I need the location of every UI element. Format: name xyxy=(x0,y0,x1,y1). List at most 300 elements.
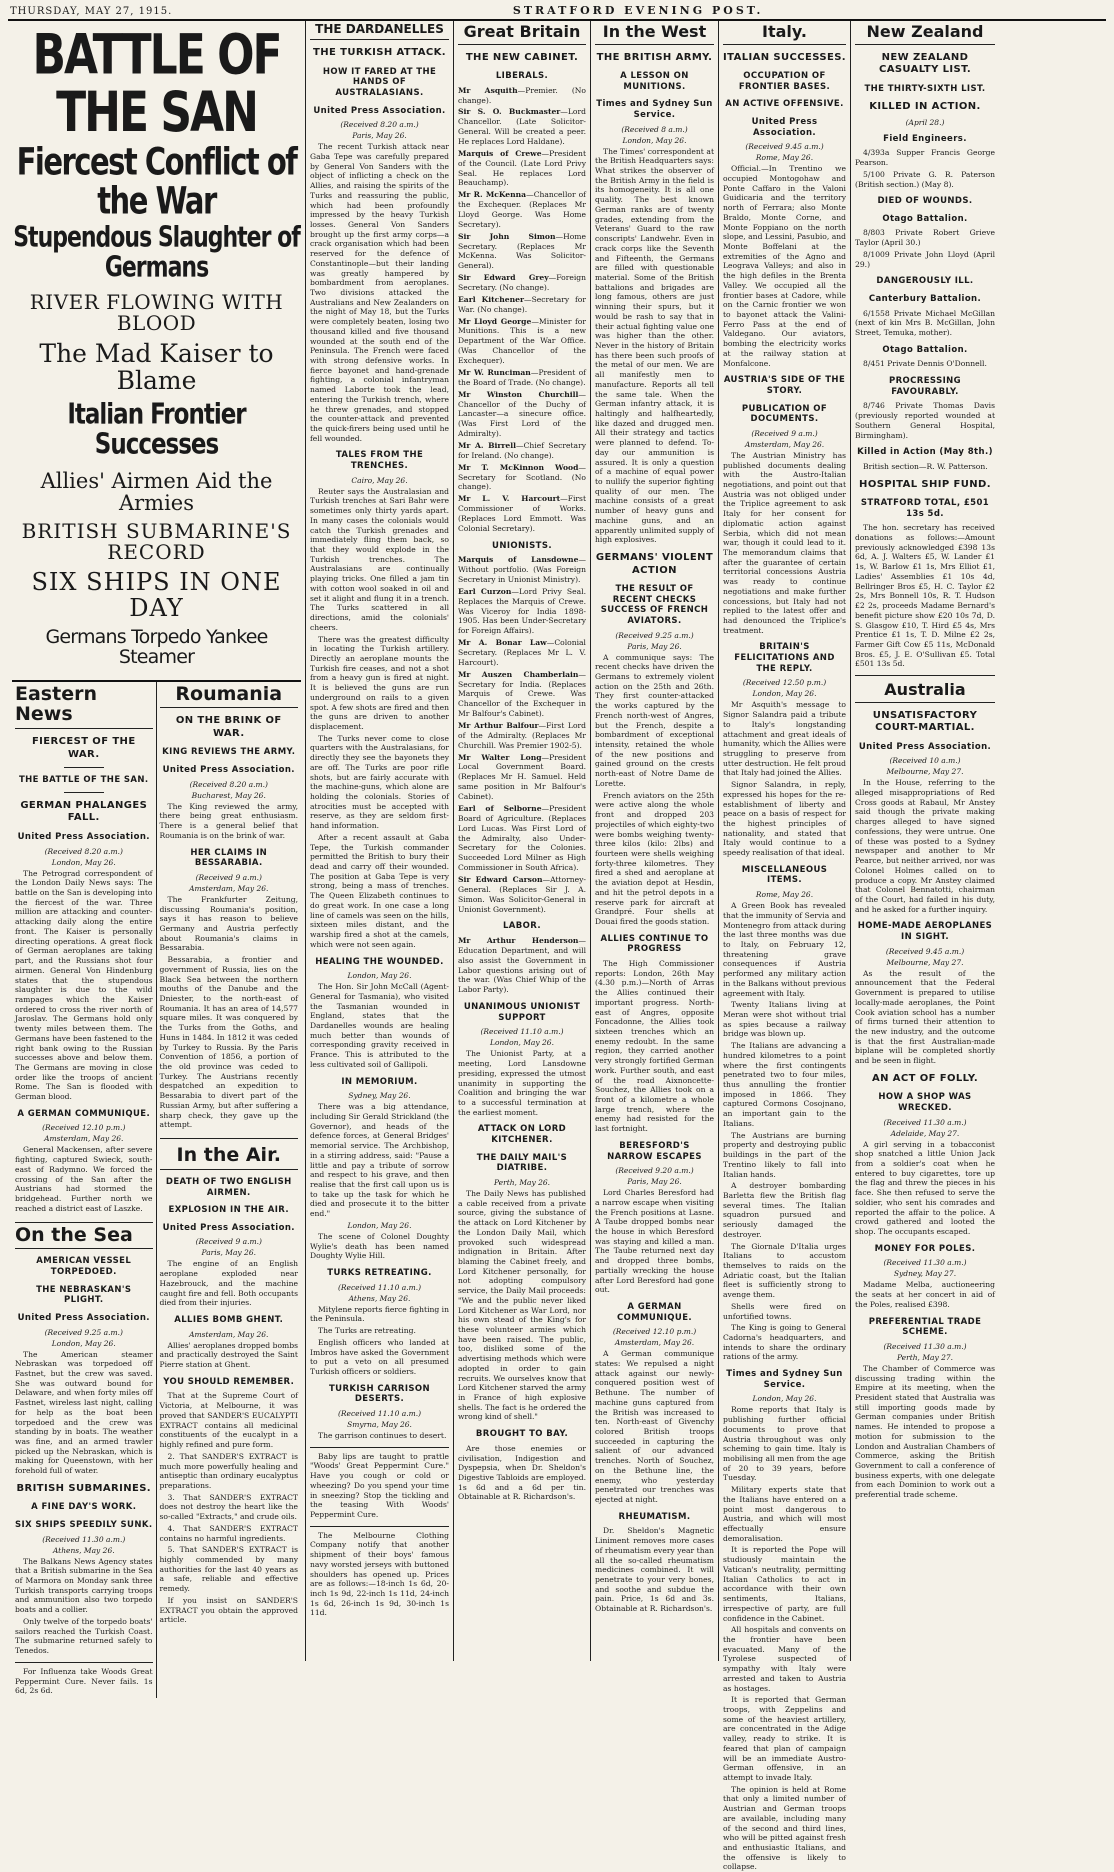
article-paragraph: English officers who landed at Imbros have asked the Government to put a veto on all presumed Turkish officers or soldiers. xyxy=(310,1337,449,1376)
subhead: GERMAN PHALANGES FALL. xyxy=(20,799,148,824)
casualty-entry: 8/1009 Private John Lloyd (April 29.) xyxy=(855,249,995,269)
minister-office: —Colonial Secretary. (Replaces Mr L. V. Harcourt). xyxy=(458,638,586,667)
minister-office: —Premier. (No change). xyxy=(458,85,586,105)
advertisement: If you insist on SANDER'S EXTRACT you obtain the approved article. xyxy=(159,1595,298,1625)
minister-name: Mr Winston Churchill xyxy=(458,389,579,399)
minister-name: Mr Auszen Chamberlain xyxy=(458,669,579,679)
article-paragraph: The Chamber of Commerce was discussing trading within the Empire at its meeting, when the President stated that Australia was still importing goods made by German companies under British names. He intended to propose a motion for submission to the London and Australian Chambers of Commerce, asking the British Government to call a conference of business experts, with one delegate from each Dominion to work out a preferential trade scheme. xyxy=(855,1363,995,1500)
subhead: THE BRITISH ARMY. xyxy=(596,51,713,63)
minister-entry xyxy=(458,587,586,636)
subhead: MONEY FOR POLES. xyxy=(874,1243,976,1254)
received-time: (Received 8 a.m.) xyxy=(621,124,688,134)
subhead: KING REVIEWS THE ARMY. xyxy=(162,747,296,758)
agency: United Press Association. xyxy=(17,831,150,842)
minister-entry xyxy=(458,463,586,493)
advertisement: For Influenza take Woods Great Peppermint Cure. Never fails. 1s 6d, 2s 6d. xyxy=(15,1662,153,1696)
minister-entry xyxy=(458,721,586,751)
received-time: (Received 9 a.m.) xyxy=(751,428,818,438)
dateline: Bucharest, May 26. xyxy=(191,790,266,800)
subhead: LABOR. xyxy=(502,921,542,932)
subhead: DANGEROUSLY ILL. xyxy=(876,276,974,287)
section-title-air: In the Air. xyxy=(160,1138,299,1170)
minister-name: Mr L. V. Harcourt xyxy=(458,494,561,504)
dateline: London, May 26. xyxy=(347,971,412,981)
front-column xyxy=(8,21,306,1696)
minister-office: —First Lord of the Admiralty. (Replaces Mr Churchill. Was Premier 1902-5). xyxy=(458,721,587,750)
minister-name: Mr Lloyd George xyxy=(458,316,532,326)
article-paragraph: French aviators on the 25th were active along the whole front and dropped 203 projectiles of which eighty-two were bombs weighing twenty-three kilos (kilo: 2lbs) and fourteen were shells weighing forty-three kilometres. They fired a shed and aeroplane at the aviation depot at Hesdin, and hit the petrol depots in a reserve park for aircraft at Grandpré. Four shells at Douai fired the goods station. xyxy=(595,790,714,926)
article-paragraph: There was the greatest difficulty in locating the Turkish artillery. Directly an aeroplane mounts the Turkish fire ceases, and not a shot from a heavy gun is fired at night. It is believed the guns are run underground on rails to a given spot. A few shots are fired and then the guns are driven to another displacement. xyxy=(310,634,449,731)
dateline: London, May 26. xyxy=(51,1338,116,1348)
article-paragraph: Rome reports that Italy is publishing further official documents to prove that Austria throughout was only scheming to gain time. Italy is mobilising all men from the age of 20 to 39 years, before Tuesday. xyxy=(723,1405,846,1483)
advertisement: That at the Supreme Court of Victoria, at Melbourne, it was proved that SANDER'S EUCALYPTI EXTRACT contains all medicinal constituents of the eucalypt in a highly refined and pure form. xyxy=(159,1391,298,1450)
minister-office: —Education Department, and will also assist the Government in Labor questions arising out of the war. (Was Chief Whip of the Labor Party). xyxy=(458,936,586,995)
subhead: Otago Battalion. xyxy=(882,344,968,355)
article-paragraph: A destroyer bombarding Barletta flew the British flag several times. The Italian squadron pursued and seriously damaged the destroyer. xyxy=(723,1181,846,1239)
subhead: THE DAILY MAIL'S DIATRIBE. xyxy=(476,1152,568,1174)
subhead: UNSATISFACTORY COURT-MARTIAL. xyxy=(872,709,978,734)
nz-australia-column xyxy=(851,21,999,1661)
subhead: HOSPITAL SHIP FUND. xyxy=(859,478,991,490)
subhead: EXPLOSION IN THE AIR. xyxy=(168,1205,289,1216)
subhead: BRITISH SUBMARINES. xyxy=(16,1482,151,1494)
received-time: (Received 9.20 a.m.) xyxy=(615,1166,694,1176)
article-paragraph: The King reviewed the army, there being great enthusiasm. There is a general belief that Roumania is on the brink of war. xyxy=(159,801,298,840)
minister-office: —Chancellor of the Exchequer. (Replaces Mr Lloyd George. Was Home Secretary). xyxy=(458,190,586,229)
dateline: London, May 26. xyxy=(51,857,116,867)
advertisement: 5. That SANDER'S EXTRACT is highly commended by many authorities for the last 40 years as a safe, reliable and effective remedy. xyxy=(159,1545,298,1594)
article-paragraph: As the result of the announcement that the Federal Government is prepared to utilise locally-made aeroplanes, the Point Cook aviation school has a number of firms turned their attention to the new industry, and the outcome is that the first Australian-made biplane will be completed shortly and be seen in flight. xyxy=(855,968,995,1066)
article-paragraph: General Mackensen, after severe fighting, captured Swieck, south-east of Radymno. We forced the crossing of the San after the Austrians had stormed the bridgehead. Further north we reached a district east of Laszke. xyxy=(15,1145,153,1213)
headline-1: BATTLE OF THE SAN xyxy=(32,23,281,146)
minister-office: —Attorney-General. (Replaces Sir J. A. Simon. Was Solicitor-General in Unionist Government). xyxy=(458,874,586,914)
subhead: THE THIRTY-SIXTH LIST. xyxy=(864,83,986,94)
subhead: ALLIES CONTINUE TO PROGRESS xyxy=(600,933,709,955)
article-paragraph: The Unionist Party, at a meeting, Lord Lansdowne presiding, expressed the utmost unanimity in supporting the Coalition and bringing the war to a successful termination at the earliest moment. xyxy=(458,1049,586,1117)
subhead: DIED OF WOUNDS. xyxy=(877,196,973,207)
advertisement: Are those enemies or civilisation, Indigestion and Dyspepsia, when Dr. Sheldon's Digestive Tabloids are employed. 1s 6d and a 6d per tin. Obtainable at R. Richardson's. xyxy=(458,1443,586,1502)
article-paragraph: Mr Asquith's message to Signor Salandra paid a tribute to Italy's longstanding attachment and great ideals of humanity, which the Allies were struggling to preserve from utter destruction. He felt proud that Italy had joined the Allies. xyxy=(723,700,846,778)
subhead: GERMANS' VIOLENT ACTION xyxy=(595,552,714,576)
article-paragraph: A German communique states: We repulsed a night attack against our newly-conquered position west of Bethune. The number of machine guns captured from the British was increased to ten. North-east of Givenchy colored British troops succeeded in capturing the salient of our advanced trenches. North of Souchez, on the Bethune line, the enemy, who yesterday penetrated our trenches was ejected at night. xyxy=(595,1349,714,1505)
section-title-britain: Great Britain xyxy=(458,21,586,45)
article-paragraph: The Turks never come to close quarters with the Australasians, for directly they see the bayonets they are off. The Turks are poor rifle shots, but are fairly accurate with the machine-guns, which alone are holding the colonials. Stories of atrocities must be accepted with reserve, as they are seldom first-hand information. xyxy=(310,733,449,831)
dateline: Adelaide, May 27. xyxy=(890,1128,960,1138)
article-paragraph: A Green Book has revealed that the immunity of Servia and Montenegro from attack during the last three months was due to Italy, on February 12, threatening grave consequences if Austria performed any military action in the Balkans without previous agreement with Italy. xyxy=(723,901,846,998)
article-paragraph: The recent Turkish attack near Gaba Tepe was carefully prepared by General Von Sanders with the object of inflicting a check on the Allies, and raising the spirits of the Turks and reassuring the public, which had been profoundly impressed by the heavy Turkish losses. General Von Sanders brought up the first army corps—a crack organisation which had been reserved for the defence of Constantinople—but their landing was greatly hampered by bombardment from aeroplanes. Two divisions attacked the Australians and New Zealanders on the night of May 18, but the Turks were completely beaten, losing two thousand killed and five thousand wounded at the south end of the Peninsula. The French were faced with strong defensive works. In fierce bayonet and hand-grenade fighting, a colonial infantryman named Laborte took the lead, entering the Turkish trench, where he threw grenades, and stopped the counter-attack and prevented the quick-firers being used until he fell wounded. xyxy=(310,142,449,443)
subhead: ALLIES BOMB GHENT. xyxy=(174,1315,284,1326)
subhead: AUSTRIA'S SIDE OF THE STORY. xyxy=(723,375,846,396)
article-paragraph: A communique says: The recent checks have driven the Germans to extremely violent action on the 25th and 26th. They first counter-attacked the works captured by the French north-west of Angres, but the French, despite a bombardment of exceptional intensity, retained the whole of the new positions and gained ground on the crests north-east of Notre Dame de Lorette. xyxy=(595,652,714,788)
minister-entry xyxy=(458,804,586,873)
eastern-sea-column xyxy=(12,682,157,1698)
west-column xyxy=(591,21,719,1661)
subhead: KILLED IN ACTION. xyxy=(869,101,981,113)
article-paragraph: Reuter says the Australasian and Turkish trenches at Sari Bahr were sometimes only thirty yards apart. In many cases the colonials would catch the Turkish grenades and immediately fling them back, so that they would explode in the Turkish trenches. The Australasians are continually playing tricks. One filled a jam tin with cotton wool soaked in oil and set it alight and flung it in a trench. The Turks scattered in all directions, amid the colonials' cheers. xyxy=(310,486,449,632)
minister-entry xyxy=(458,936,586,995)
article-paragraph: The Balkans News Agency states that a British submarine in the Sea of Marmora on Monday sank three Turkish transports carrying troops and ammunition also two torpedo boats and a collier. xyxy=(15,1556,153,1615)
dateline: Paris, May 26. xyxy=(352,131,407,141)
dateline: Melbourne, May 27. xyxy=(886,767,964,777)
section-title-roumania: Roumania xyxy=(160,682,299,709)
minister-office: —Secretary for Scotland. (No change). xyxy=(458,462,586,492)
dateline: Athens, May 26. xyxy=(52,1545,115,1555)
received-time: (Received 8.20 a.m.) xyxy=(340,120,419,130)
article-paragraph: The High Commissioner reports: London, 26th May (4.30 p.m.)—North of Arras the Allies continued their important progress. North-east of Angres, opposite Foncadonne, the Allies took sixteen trenches which an enemy redoubt. In the same region, they carried another very strongly fortified German work. Further south, and east of the road Aixnoncette-Souchez, the Allies took on a front of a kilometre a whole large trench, where the enemy had resisted for the last fortnight. xyxy=(595,958,714,1134)
agency: United Press Association. xyxy=(751,116,818,138)
subhead: Killed in Action (May 8th.) xyxy=(857,447,993,458)
subhead: OCCUPATION OF FRONTIER BASES. xyxy=(738,71,831,92)
minister-office: —First Commissioner of Works. (Replaces Lord Emmott. Was Colonial Secretary). xyxy=(458,494,586,533)
dateline: Sydney, May 26. xyxy=(348,1091,411,1101)
article-paragraph: The Austrian Ministry has published documents dealing with the Austro-Italian negotiations, and point out that Austria was not obliged under the Triplice agreement to ask Italy for her consent for diplomatic action against Serbia, which did not mean war, though it could lead to it. The memorandum claims that after the guarantee of certain territorial concessions Austria was ready to continue negotiations and make further concessions, but Italy had not replied to the latest offer and had denounced the Triplice's treatment. xyxy=(723,450,846,635)
subhead: Canterbury Battalion. xyxy=(868,293,982,304)
minister-name: Sir John Simon xyxy=(458,231,556,241)
minister-name: Mr T. McKinnon Wood xyxy=(458,462,579,472)
minister-entry xyxy=(458,273,586,293)
article-paragraph: The Daily News has published a cable received from a private source, giving the substance of the attack on Lord Kitchener by the London Daily Mail, which provoked such widespread indignation in Britain. After blaming the Cabinet freely, and Lord Kitchener personally, for not adopting compulsory service, the Daily Mail proceeds: "We and the public never liked Lord Kitchener as War Lord, nor his own stead of the King's for these volunteer armies which have been raised. The public, too, disliked some of the advertising methods which were adopted in order to gain recruits. We ourselves know that Lord Kitchener starved the army in France of high explosive shells. The fact is he ordered the wrong kind of shell." xyxy=(458,1188,586,1422)
subhead: RHEUMATISM. xyxy=(618,1511,691,1522)
section-title-australia: Australia xyxy=(855,675,995,703)
article-paragraph: A girl serving in a tobacconist shop snatched a little Union Jack from a soldier's coat when he entered to buy cigarettes, tore up the flag and threw the pieces in his face. She then refused to serve the soldier, who sent his comrades and reported the affair to the police. A crowd gathered and looted the shop. The occupants escaped. xyxy=(855,1139,995,1237)
subhead: TALES FROM THE TRENCHES. xyxy=(335,450,424,472)
casualty-entry: 8/451 Private Dennis O'Donnell. xyxy=(863,359,987,369)
dateline: Rome, May 26. xyxy=(755,153,814,163)
received-time: (Received 9.45 a.m.) xyxy=(885,946,965,956)
article-paragraph: Allies' aeroplanes dropped bombs and practically destroyed the Saint Pierre station at Ghent. xyxy=(159,1340,298,1370)
headline-stack xyxy=(12,21,301,682)
minister-office: —Chief Secretary for Ireland. (No change). xyxy=(458,440,586,460)
article-paragraph: The King is going to General Cadorna's headquarters, and intends to share the ordinary rations of the army. xyxy=(723,1323,846,1362)
article-paragraph: The Giornale D'Italia urges Italians to accustom themselves to raids on the Adriatic coast, but the Italian fleet is sufficiently strong to avenge them. xyxy=(723,1241,846,1300)
dateline: Smyrna, May 26. xyxy=(347,1419,412,1429)
subhead: Field Engineers. xyxy=(883,133,967,144)
headline-4: RIVER FLOWING WITH BLOOD xyxy=(29,290,284,336)
received-time: (Received 8.20 a.m.) xyxy=(189,779,268,789)
received-time: (Received 9 a.m.) xyxy=(195,872,262,882)
subhead: Otago Battalion. xyxy=(882,213,968,224)
subhead: STRATFORD TOTAL, £501 13s 5d. xyxy=(860,498,990,519)
received-time: (Received 11.30 a.m.) xyxy=(883,1258,967,1268)
minister-entry xyxy=(458,317,586,366)
dateline: Cairo, May 26. xyxy=(351,475,408,485)
article-paragraph: In the House, referring to the alleged misappropriations of Red Cross goods at Rabaul, Mr Anstey said though the private making charges alleged to have signed confessions, they were untrue. One of these was posted to a Sydney newspaper and another to Mr Pearce, but neither arrived, nor was Colonel Holmes called on to produce a copy. Mr Anstey claimed that Colonel Bennatotti, chairman of the Court, had failed in his duty, and he asked for a further inquiry. xyxy=(855,778,995,914)
dateline: London, May 26. xyxy=(622,135,687,145)
subhead: PROCRESSING FAVOURABLY. xyxy=(888,376,962,397)
section-title-dardanelles: THE DARDANELLES xyxy=(310,21,449,40)
minister-name: Marquis of Crewe xyxy=(458,148,542,158)
received-time: (Received 11.30 a.m.) xyxy=(883,1341,967,1351)
article-paragraph: Mitylene reports fierce fighting in the Peninsula. xyxy=(310,1304,449,1324)
minister-name: Mr Arthur Henderson xyxy=(458,936,579,945)
minister-office: —Home Secretary. (Replaces Mr McKenna. Was Solicitor-General). xyxy=(458,231,586,271)
minister-name: Marquis of Lansdowne xyxy=(458,555,579,565)
italy-column xyxy=(719,21,851,1872)
article-paragraph: The opinion is held at Rome that only a limited number of Austrian and German troops are available, including many of the second and third lines, who will be pitted against fresh and enthusiastic Italians, and the offensive is likely to collapse. xyxy=(723,1784,846,1872)
headline-3: Stupendous Slaughter of Germans xyxy=(13,222,300,285)
subhead: THE NEW CABINET. xyxy=(465,51,579,63)
minister-entry xyxy=(458,190,586,229)
dateline: London, May 26. xyxy=(490,1038,554,1048)
subhead: THE RESULT OF RECENT CHECKS SUCCESS OF FRENCH AVIATORS. xyxy=(600,584,709,626)
subhead: BRITAIN'S FELICITATIONS AND THE REPLY. xyxy=(734,642,835,674)
subhead: MISCELLANEOUS ITEMS. xyxy=(741,864,828,886)
dateline: Amsterdam, May 26. xyxy=(744,439,825,449)
agency: Times and Sydney Sun Service. xyxy=(726,1369,843,1390)
dateline: Paris, May 26. xyxy=(627,641,682,651)
received-time: (Received 12.10 p.m.) xyxy=(612,1327,697,1337)
article-paragraph: The Times' correspondent at the British Headquarters says: What strikes the observer of the British Army in the field is its homogeneity. It is all one quality. The best known German ranks are of twenty grades, extending from the Veterans' Guard to the raw conscripts' Landwehr. Even in crack corps like the Seventh and Fifteenth, the Germans are filled with questionable material. Some of the British battalions and brigades are long famous, others are just winning their spurs, but it would be rash to say that in their actual fighting value one was higher than the other. Never in the history of Britain has there been such proofs of the metal of our men. We are all manifestly men to manufacture. Reports all tell the same tale. When the German infantry attack, it is haltingly and halfheartedly, like dazed and drugged men. All their strategy and tactics were planned to defend. To-day our ammunition is assured. It is only a question of a machine of equal power to nullify the superior fighting quality of our men. The machine consists of a great number of heavy guns and machine guns, and an apparently unlimited supply of high explosives. xyxy=(595,146,714,545)
dateline: Perth, May 26. xyxy=(493,1177,551,1187)
article-paragraph: The Hon. Sir John McCall (Agent-General for Tasmania), who visited the Tasmanian wounded in England, states that the Dardanelles wounds are healing much better than wounds of corresponding gravity received in France. This is attributed to the less cultivated soil of Gallipoli. xyxy=(310,982,449,1069)
minister-entry xyxy=(458,494,586,533)
subhead: THE TURKISH ATTACK. xyxy=(313,47,446,59)
minister-name: Mr Asquith xyxy=(458,85,518,95)
minister-name: Sir S. O. Buckmaster xyxy=(458,107,561,117)
subhead: A LESSON ON MUNITIONS. xyxy=(620,71,689,92)
article-paragraph: Lord Charles Beresford had a narrow escape when visiting the French positions at Lasne. A Taube dropped bombs near the house in which Beresford was staying and killed a man. The Taube returned next day and dropped three bombs, partially wrecking the house after Lord Beresford had gone out. xyxy=(595,1188,714,1295)
section-title-nz: New Zealand xyxy=(855,21,995,45)
dateline: Amsterdam, May 26. xyxy=(44,1134,124,1144)
labor-ministers-list xyxy=(458,936,586,995)
subhead: BERESFORD'S NARROW ESCAPES xyxy=(607,1140,702,1162)
divider xyxy=(64,792,104,793)
received-time: (Received 11.10 a.m.) xyxy=(480,1027,564,1037)
divider xyxy=(64,767,104,768)
subhead: BROUGHT TO BAY. xyxy=(475,1429,569,1440)
article-paragraph: The Frankfurter Zeitung, discussing Roumania's position, says it has reason to believe Germany and Austria perfectly about Roumania's claims in Bessarabia. xyxy=(159,894,298,953)
received-time: (Received 11.10 a.m.) xyxy=(337,1408,422,1418)
headline-2: Fiercest Conflict of the War xyxy=(16,139,297,224)
advertisement: Dr. Sheldon's Magnetic Liniment removes more cases of rheumatism every year than all the so-called rheumatism medicines combined. It will penetrate to your very bones, and soothe and subdue the pain. Price, 1s 6d and 3s. Obtainable at R. Richardson's. xyxy=(595,1526,714,1614)
article-paragraph: The Austrians are burning property and destroying public buildings in the part of the Trentino likely to fall into Italian hands. xyxy=(723,1130,846,1179)
minister-entry xyxy=(458,753,586,802)
dateline: Paris, May 26. xyxy=(201,1248,256,1258)
minister-office: —President of the Council. (Late Lord Privy Seal. He replaces Lord Beauchamp). xyxy=(458,148,586,188)
headline-5: The Mad Kaiser to Blame xyxy=(39,339,274,395)
headline-9: SIX SHIPS IN ONE DAY xyxy=(31,568,282,622)
subhead: SIX SHIPS SPEEDILY SUNK. xyxy=(15,1519,153,1530)
casualty-entry: 6/1558 Private Michael McGillan (next of kin Mrs B. McGillan, John Street, Temuka, mother). xyxy=(855,308,995,338)
minister-entry xyxy=(458,670,586,719)
dateline: Amsterdam, May 26. xyxy=(189,883,269,893)
advertisement: The Melbourne Clothing Company notify that another shipment of their boys' famous navy worsted jerseys with buttoned shoulders has opened up. Prices are as follows:—18-inch 1s 6d, 20-inch 1s 9d, 22-inch 1s 11d, 24-inch 1s 6d, 26-inch 1s 9d, 30-inch 1s 11d. xyxy=(310,1526,449,1618)
received-time: (Received 9.25 a.m.) xyxy=(615,630,694,640)
minister-office: —President Board of Agriculture. (Replaces Lord Lucas. Was First Lord of the Admiralty, also Under-Secretary for the Colonies. Succeeded Lord Milner as High Commissioner in South Africa). xyxy=(458,803,586,873)
advertisement: 4. That SANDER'S EXTRACT contains no harmful ingredients. xyxy=(159,1523,298,1543)
subhead: TURKISH CARRISON DESERTS. xyxy=(328,1383,431,1405)
minister-name: Sir Edward Carson xyxy=(458,874,543,884)
minister-name: Mr R. McKenna xyxy=(458,190,527,200)
roumania-air-column xyxy=(157,682,302,1698)
minister-entry xyxy=(458,368,586,388)
minister-name: Earl of Selborne xyxy=(458,803,542,813)
advertisement: 3. That SANDER'S EXTRACT does not destroy the heart like the so-called "Extracts," and crude oils. xyxy=(159,1492,298,1522)
great-britain-column xyxy=(454,21,591,1661)
received-time: (Received 12.50 p.m.) xyxy=(742,678,827,688)
dateline: Athens, May 26. xyxy=(348,1293,411,1303)
article-paragraph: There was a big attendance, including Sir Gerald Strickland (the Governor), and heads of the defence forces, at General Bridges' memorial service. The Archbishop, in a stirring address, said: "Pause a little and pay a tribute of sorrow and respect to his grave, and then realise that the first call upon us is to take up the task for which he died and prosecute it to the bitter end." xyxy=(310,1102,449,1219)
page-columns xyxy=(8,21,1106,1872)
subhead: PUBLICATION OF DOCUMENTS. xyxy=(741,403,828,425)
subhead: HOW A SHOP WAS WRECKED. xyxy=(878,1092,972,1113)
article-paragraph: The garrison continues to desert. xyxy=(318,1430,447,1440)
dateline: Melbourne, May 27. xyxy=(886,957,964,967)
subhead: TURKS RETREATING. xyxy=(327,1268,432,1278)
minister-entry xyxy=(458,875,586,914)
subhead: NEW ZEALAND CASUALTY LIST. xyxy=(878,51,972,76)
subhead: HOME-MADE AEROPLANES IN SIGHT. xyxy=(857,921,993,942)
minister-name: Mr A. Birrell xyxy=(458,440,517,450)
minister-name: Mr A. Bonar Law xyxy=(458,638,547,648)
article-paragraph: Shells were fired on unfortified towns. xyxy=(723,1301,846,1321)
headline-8: BRITISH SUBMARINE'S RECORD xyxy=(21,519,292,565)
minister-name: Mr Walter Long xyxy=(458,752,542,762)
subhead: A FINE DAY'S WORK. xyxy=(31,1502,137,1513)
minister-name: Earl Curzon xyxy=(458,586,512,596)
article-paragraph: Official.—In Trentino we occupied Montogohaw and Ponte Caffaro in the Valoni Guidicaria and the territory north of Ferrara; also Monte Braldo, Monte Corne, and Monte Foppiano on the north slope, and Lessini, Pasubio, and Monte Boffelani at the extremities of the Agno and Leograva Valleys; and also in the high defiles in the Brenta Valley. We occupied all the frontier bases at Cadore, while on the Carnic frontier we won to bayonet attack the Valini-Ferro Pass at the end of Valdegano. Our aviators, bombing the electricity works at the railway station at Monfalcone. xyxy=(723,164,846,368)
minister-office: —Lord Privy Seal. Replaces the Marquis of Crewe. Was Viceroy for India 1898-1905. Has been Under-Secretary for Foreign Affairs). xyxy=(458,586,587,636)
minister-office: —Lord Chancellor. (Late Solicitor-General. Will be created a peer. He replaces Lord Haldane). xyxy=(458,107,586,147)
subhead: LIBERALS. xyxy=(495,71,549,82)
subhead: HEALING THE WOUNDED. xyxy=(315,956,444,967)
front-subcolumns xyxy=(12,682,301,1698)
casualty-entry: 8/746 Private Thomas Davis (previously reported wounded at Southern General Hospital, Birmingham). xyxy=(855,401,995,440)
minister-name: Sir Edward Grey xyxy=(458,273,549,283)
article-paragraph: The hon. secretary has received donations as follows:—Amount previously acknowledged £398 13s 6d, A. J. Walters £5, W. Lander £1 1s, W. Barlow £1 1s, Mrs Elliot £1, Ladies' Assemblies £1 10s 4d, Bellringer Bros £5, H. C. Taylor £2 2s, Mrs Bonnell 10s, R. T. Hudson £2 2s, proceeds Madame Bernard's benefit picture show £20 10s 7d, D. S. Glasgow £10, T. Hird £5 4s, Mrs Prentice £1 1s, T. D. Milne £2 2s, Farmer Gift Cow £5 11s, McDonald Bros. £5, J. E. O'Sullivan £5. Total £501 13s 5d. xyxy=(855,523,995,669)
minister-office: —Without portfolio. (Was Foreign Secretary in Unionist Ministry). xyxy=(458,555,586,585)
dateline: Perth, May 27. xyxy=(896,1352,954,1362)
subhead: HOW IT FARED AT THE HANDS OF AUSTRALASIANS. xyxy=(322,66,437,98)
subhead: ITALIAN SUCCESSES. xyxy=(723,51,847,63)
article-paragraph: The Petrograd correspondent of the London Daily News says: The battle on the San is developing into the fiercest of the war. Three million are attacking and counter-attacking daily along the entire front. The Kaiser is personally directing operations. A great flock of German aeroplanes are taking part, and the Russians shot four airmen. General Von Hindenburg states that the stupendous slaughter is due to the wild rampages which the Kaiser ordered to cross the river north of Jaroslav. The Germans hold only twenty miles between them. The Germans have been fastened to the right bank owing to the Russian successes above and below them. The Germans are moving in close order like the troops of ancient Rome. The San is flooded with German blood. xyxy=(15,868,153,1102)
headline-7: Allies' Airmen Aid the Armies xyxy=(40,469,273,516)
subhead: THE BATTLE OF THE SAN. xyxy=(18,775,149,786)
dateline: London, May 26. xyxy=(752,1394,817,1404)
minister-office: —President Local Government Board. (Replaces Mr H. Samuel. Held same position in Mr Balfour's Cabinet). xyxy=(458,752,586,802)
advertisement: 2. That SANDER'S EXTRACT is much more powerfully healing and antiseptic than ordinary eucalyptus preparations. xyxy=(159,1451,298,1490)
dateline: Amsterdam, May 26. xyxy=(614,1338,695,1348)
minister-office: —Secretary for War. (No change). xyxy=(458,294,586,314)
article-paragraph: The scene of Colonel Doughty Wylie's death has been named Doughty Wylie Hill. xyxy=(310,1231,449,1261)
subhead: HER CLAIMS IN BESSARABIA. xyxy=(190,847,268,869)
article-paragraph: The American steamer Nebraskan was torpedoed off Fastnet, but the crew was saved. She was outward bound for Delaware, and when forty miles off Fastnet, wireless last night, calling for help as the boat been torpedoed and the crew was standing by in boats. The weather was fine, and an armed trawler picked up the Nebraskan, which is making for Queenstown, with her forehold full of water. xyxy=(15,1349,153,1476)
minister-entry xyxy=(458,149,586,188)
subhead: UNANIMOUS UNIONIST SUPPORT xyxy=(463,1002,581,1023)
minister-entry xyxy=(458,232,586,271)
minister-entry xyxy=(458,295,586,315)
article-paragraph: The Turks are retreating. xyxy=(318,1326,416,1336)
received-time: (Received 11.30 a.m.) xyxy=(42,1534,126,1544)
dateline: Rome, May 26. xyxy=(755,890,814,900)
liberal-ministers-list xyxy=(458,86,586,534)
section-title-sea: On the Sea xyxy=(15,1222,153,1250)
agency: United Press Association. xyxy=(313,105,446,116)
minister-office: —Foreign Secretary. (No change). xyxy=(458,273,586,293)
newspaper-title: STRATFORD EVENING POST. xyxy=(512,4,764,17)
section-title-italy: Italy. xyxy=(723,21,846,45)
article-paragraph: All hospitals and convents on the frontier have been evacuated. Many of the Tyrolese suspected of sympathy with Italy were arrested and taken to Austria as hostages. xyxy=(723,1625,846,1693)
minister-office: —President of the Board of Trade. (No change). xyxy=(458,367,586,387)
subhead: ATTACK ON LORD KITCHENER. xyxy=(477,1124,567,1146)
subhead: THE NEBRASKAN'S PLIGHT. xyxy=(36,1284,132,1306)
agency: United Press Association. xyxy=(162,1222,295,1233)
dardanelles-column xyxy=(306,21,454,1661)
casualty-entry: 8/803 Private Robert Grieve Taylor (April 30.) xyxy=(855,228,995,248)
minister-name: Earl Kitchener xyxy=(458,294,524,304)
minister-name: Mr Arthur Balfour xyxy=(458,721,539,731)
dateline: Paris, May 26. xyxy=(627,1177,682,1187)
dateline: (April 28.) xyxy=(905,117,945,127)
subhead: IN MEMORIUM. xyxy=(341,1076,418,1087)
subhead: AN ACTIVE OFFENSIVE. xyxy=(725,99,844,110)
section-title-west: In the West xyxy=(595,21,714,45)
subhead: AMERICAN VESSEL TORPEDOED. xyxy=(36,1256,132,1278)
subhead: DEATH OF TWO ENGLISH AIRMEN. xyxy=(165,1176,292,1198)
casualty-entry: British section—R. W. Patterson. xyxy=(863,461,988,471)
subhead: AN ACT OF FOLLY. xyxy=(871,1072,979,1084)
minister-entry xyxy=(458,441,586,461)
subhead: A GERMAN COMMUNIQUE. xyxy=(616,1302,693,1323)
agency: Times and Sydney Sun Service. xyxy=(596,99,713,120)
minister-name: Mr W. Runciman xyxy=(458,367,531,377)
article-paragraph: After a recent assault at Gaba Tepe, the Turkish commander permitted the British to bury their dead and carry off their wounded. The position at Gaba Tepe is very strong, being a mass of trenches. The Queen Elizabeth continues to do great work. In one case a long line of camels was seen on the hills, sixteen miles distant, and the warship fired a shot at the camels, which were not seen again. xyxy=(310,832,449,949)
received-time: (Received 11.30 a.m.) xyxy=(883,1117,967,1127)
minister-office: —Chancellor of the Duchy of Lancaster—a sinecure office. (Was First Lord of the Admiralty). xyxy=(458,389,586,439)
agency: United Press Association. xyxy=(17,1312,150,1323)
article-paragraph: Only twelve of the torpedo boats' sailors reached the Turkish Coast. The submarine returned safely to Tenedos. xyxy=(15,1616,153,1656)
received-time: (Received 10 a.m.) xyxy=(889,756,961,766)
received-time: (Received 11.10 a.m.) xyxy=(337,1282,422,1292)
casualty-entry: 5/100 Private G. R. Paterson (British section.) (May 8). xyxy=(855,169,995,189)
headline-10: Germans Torpedo Yankee Steamer xyxy=(45,625,268,668)
issue-date: THURSDAY, MAY 27, 1915. xyxy=(10,6,173,17)
minister-entry xyxy=(458,555,586,585)
minister-office: —Minister for Munitions. This is a new Department of the War Office. (Was Chancellor of the Exchequer). xyxy=(458,316,586,366)
subhead: PREFERENTIAL TRADE SCHEME. xyxy=(868,1316,982,1338)
article-paragraph: The engine of an English aeroplane exploded near Hazebrouck, and the machine caught fire and fell. Both occupants died from their injuries. xyxy=(159,1259,298,1308)
received-time: (Received 12.10 p.m.) xyxy=(42,1123,126,1133)
subhead: UNIONISTS. xyxy=(492,540,552,551)
subhead: ON THE BRINK OF WAR. xyxy=(175,715,282,739)
agency: United Press Association. xyxy=(858,741,992,752)
article-paragraph: Military experts state that the Italians have entered on a point most dangerous to Austria, and which will most effectually ensure demoralisation. xyxy=(723,1485,846,1543)
section-title-eastern: Eastern News xyxy=(15,682,153,730)
received-time: (Received 9.25 a.m.) xyxy=(44,1327,123,1337)
minister-entry xyxy=(458,638,586,668)
article-paragraph: Signor Salandra, in reply, expressed his hopes for the re-establishment of liberty and peace on a basis of respect for the highest principles of nationality, and stated that Italy would continue to a speedy realisation of that ideal. xyxy=(723,780,846,858)
article-paragraph: Bessarabia, a frontier and government of Russia, lies on the Black Sea between the northern mouths of the Danube and the Dniester, to the north-east of Roumania. It has an area of 14,577 square miles. It was conquered by the Turks from the Goths, and Huns in 1484. In 1812 it was ceded by Turkey to Russia. By the Paris Convention of 1856, a portion of the old province was ceded to Turkey. The Austrians recently despatched an expedition to Bessarabia to divert part of the Russian Army, but after suffering a sharp check, they gave up the attempt. xyxy=(159,955,298,1130)
article-paragraph: It is reported the Pope will studiously maintain the Vatican's neutrality, permitting Italian Catholics to act in accordance with their own sentiments, Italians, irrespective of party, are full confidence in the Cabinet. xyxy=(723,1545,846,1623)
minister-entry xyxy=(458,107,586,146)
subhead: YOU SHOULD REMEMBER. xyxy=(163,1376,295,1387)
article-paragraph: Twenty Italians living at Meran were shot without trial as spies because a railway bridge was blown up. xyxy=(723,1000,846,1039)
article-paragraph: It is reported that German troops, with Zeppelins and some of the heaviest artillery, are concentrated in the Adige valley, ready to strike. It is feared that plan of campaign will be an immediate Austro-German offensive, in an attempt to invade Italy. xyxy=(723,1695,846,1782)
article-paragraph: The Italians are advancing a hundred kilometres to a point where the first contingents penetrated two to four miles, thus annulling the frontier imposed in 1866. They captured Cormons Cosojnano, an important gain to the Italians. xyxy=(723,1041,846,1128)
minister-entry xyxy=(458,86,586,106)
article-paragraph: Madame Melba, auctioneering the seats at her concert in aid of the Poles, realised £398. xyxy=(855,1280,995,1309)
received-time: (Received 8.20 a.m.) xyxy=(44,846,123,856)
casualty-entry: 4/393a Supper Francis George Pearson. xyxy=(855,148,995,168)
subhead: FIERCEST OF THE WAR. xyxy=(31,736,136,760)
dateline: Sydney, May 27. xyxy=(893,1269,957,1279)
minister-office: —Secretary for India. (Replaces Marquis of Crewe. Was Chancellor of the Exchequer in Mr Balfour's Cabinet). xyxy=(458,669,586,719)
dateline: London, May 26. xyxy=(752,689,817,699)
advertisement: Baby lips are taught to prattle "Woods' Great Peppermint Cure." Have you cough or cold or wheezing? Do you spend your time in sneezing? Stop the tickling and the teasing With Woods' Peppermint Cure. xyxy=(310,1447,449,1520)
minister-entry xyxy=(458,390,586,439)
masthead xyxy=(8,4,1106,21)
dateline: London, May 26. xyxy=(347,1220,412,1230)
